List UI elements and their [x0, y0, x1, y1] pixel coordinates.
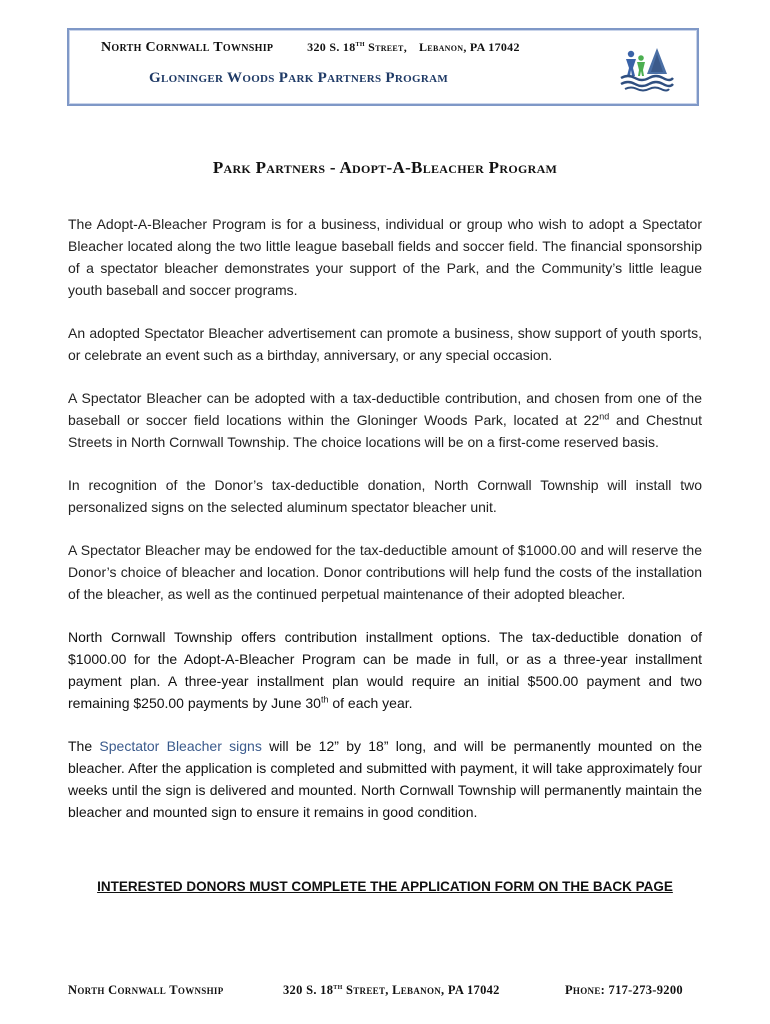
- park-partners-logo-icon: [619, 44, 675, 94]
- paragraph-endowment: A Spectator Bleacher may be endowed for the tax-deductible amount of $1000.00 and will reserve the Donor’s choice of bleacher and location. Donor contributions will help fund the costs of the installation of the bleacher, as well as the continued perpetual maintenance of their adopted bleacher.: [68, 542, 702, 602]
- paragraph-locations: A Spectator Bleacher can be adopted with a tax-deductible contribution, and chosen from one of the baseball or soccer field locations within the Gloninger Woods Park, located at 22nd and Chestnut Streets in North Cornwall Township. The choice locations will be on a first-come reserved basis.: [68, 390, 703, 450]
- letterhead-box: [67, 28, 699, 106]
- letterhead-address-line: [101, 40, 520, 56]
- paragraph-installments: North Cornwall Township offers contribution installment options. The tax-deductible donation of $1000.00 for the Adopt-A-Bleacher Program can be made in full, or as a three-year installment payment plan. A three-year installment plan would require an initial $500.00 payment and two remaining $250.00 payments by June 30th of each year.: [68, 629, 702, 711]
- letterhead-program: Gloninger Woods Park Partners Program: [149, 70, 449, 86]
- letterhead-org: North Cornwall Township: [101, 40, 274, 55]
- paragraph-advertisement: An adopted Spectator Bleacher advertisement can promote a business, show support of youth sports, or celebrate an event such as a birthday, anniversary, or any special occasion.: [68, 325, 702, 363]
- letterhead-city: Lebanon, PA 17042: [419, 40, 520, 54]
- footer-org: North Cornwall Township: [68, 983, 224, 997]
- spectator-signs-text: Spectator Bleacher signs: [99, 738, 262, 754]
- paragraph-signs: The Spectator Bleacher signs will be 12” by 18” long, and will be permanently mounted on the bleacher. After the application is completed and submitted with payment, it will take approximately four weeks until the sign is delivered and mounted. North Cornwall Township will permanently maintain the bleacher and mounted sign to ensure it remains in good condition.: [68, 738, 703, 820]
- paragraph-recognition: In recognition of the Donor’s tax-deductible donation, North Cornwall Township will install two personalized signs on the selected aluminum spectator bleacher unit.: [68, 477, 702, 515]
- footer-phone: Phone: 717-273-9200: [565, 983, 683, 997]
- letterhead-street: 320 S. 18th Street,: [307, 38, 407, 54]
- footer-address: 320 S. 18th Street, Lebanon, PA 17042: [283, 980, 500, 997]
- paragraph-intro: The Adopt-A-Bleacher Program is for a business, individual or group who wish to adopt a Spectator Bleacher located along the two little league baseball fields and soccer field. The financial sponsorship of a spectator bleacher demonstrates your support of the Park, and the Community’s little league youth baseball and soccer programs.: [68, 216, 702, 298]
- page-title: Park Partners - Adopt-A-Bleacher Program: [212, 158, 558, 177]
- body-content: [68, 213, 702, 844]
- application-notice: INTERESTED DONORS MUST COMPLETE THE APPLICATION FORM ON THE BACK PAGE: [97, 879, 673, 894]
